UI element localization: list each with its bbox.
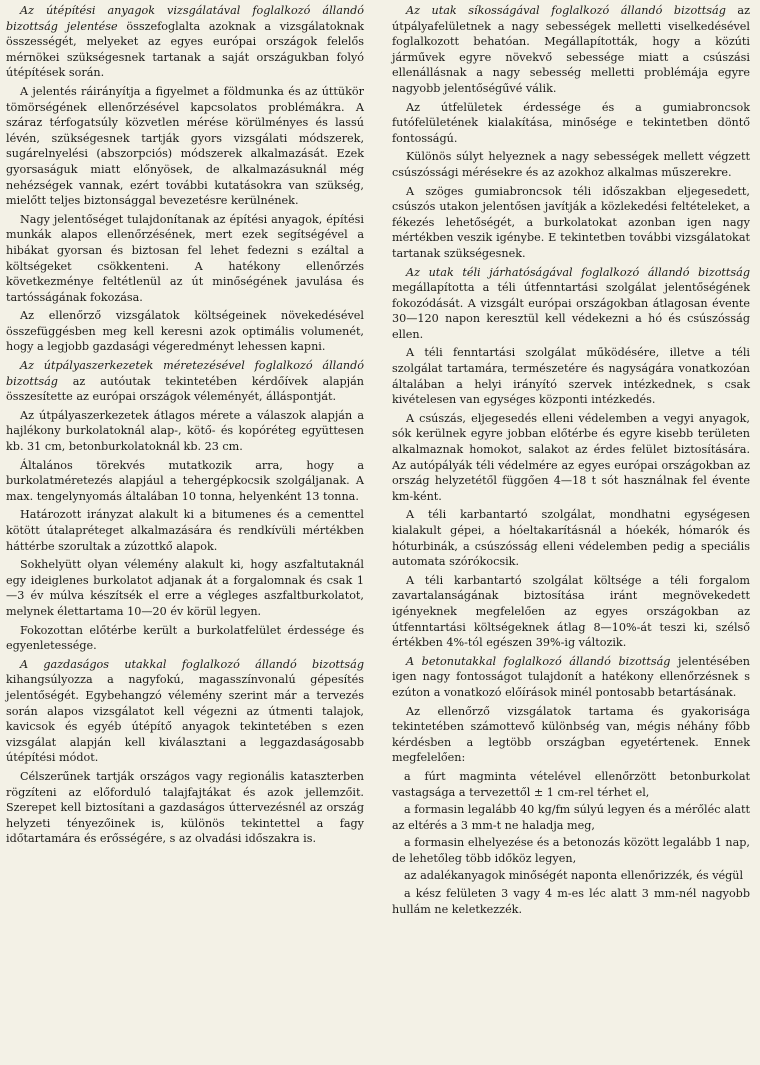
paragraph: A szöges gumiabroncsok téli időszakban eljegesedett, csúszós utakon jelentősen javítják a közlekedési feltételeket, a fékezés lehetőségét, a burkolatokat azonban igen nagy mértékben veszik igénybe. E tekintetben további vizsgálatokat tartanak szükségesnek.	[392, 184, 750, 260]
paragraph: A téli karbantartó szolgálat, mondhatni egységesen kialakult gépei, a hóeltakarításnál a hóekék, hómarók és hóturbinák, a csúszósság elleni védelemben pedig a speciális automata szórókocsik.	[392, 508, 750, 569]
paragraph: Az utak téli járhatóságával foglalkozó állandó bizottság megállapította a téli útfenntartási szolgálat jelentőségének fokozódását. A vizsgált európai országokban átlagosan évente 30—120 napon keresztül kell védekezni a hó és csúszósság ellen.	[392, 265, 750, 341]
list-item: az adalékanyagok minőségét naponta ellenőrizzék, és végül	[404, 869, 744, 883]
list-item: a formasin legalább 40 kg/fm súlyú legyen és a mérőléc alatt az eltérés a 3 mm-t ne haladja meg,	[392, 803, 750, 832]
list-item: a fúrt magminta vételével ellenőrzött betonburkolat vastagsága a tervezettől ± 1 cm-rel térhet el,	[392, 769, 750, 799]
paragraph: Az útpályaszerkezetek átlagos mérete a válaszok alapján a hajlékony burkolatoknál alap-, kötő- és kopóréteg együttesen kb. 31 cm, betonburkolatoknál kb. 23 cm.	[6, 408, 364, 454]
paragraph: Az útépítési anyagok vizsgálatával foglalkozó állandó bizottság jelentése összefoglalta azoknak a vizsgálatoknak összességét, melyeket az egyes európai országok felelős mérnökei szükségesnek tartanak a saját országukban folyó útépítések során.	[6, 4, 364, 80]
paragraph: A csúszás, eljegesedés elleni védelemben a vegyi anyagok, sók kerülnek egyre jobban előtérbe és egyre kisebb területen alkalmaznak homokot, salakot az érdes felület biztosítására. Az autópályák téli védelmére az egyes európai országokban az ország helyzetétől függően 4—18 t sót használnak fel évente km-ként.	[392, 411, 750, 503]
list-item: a kész felületen 3 vagy 4 m-es léc alatt 3 mm-nél nagyobb hullám ne keletkezzék.	[392, 887, 750, 916]
paragraph: A téli fenntartási szolgálat működésére, illetve a téli szolgálat tartamára, természetére és nagyságára vonatkozóan általában a helyi irányító szervek intézkednek, s csak kivételesen van egységes központi intézkedés.	[392, 346, 750, 407]
paragraph: Az utak síkosságával foglalkozó állandó bizottság az útpályafelületnek a nagy sebességek melletti viselkedésével foglalkozott behatóan. Megállapították, hogy a közúti járművek egyre növekvő sebessége miatt a csúszási ellenállásnak a nagy sebesség melletti problémája egyre nagyobb jelentőségűvé válik.	[392, 4, 750, 95]
paragraph: Az útpályaszerkezetek méretezésével foglalkozó állandó bizottság az autóutak tekintetében kérdőívek alapján összesítette az európai országok véleményét, álláspontját.	[6, 359, 364, 404]
paragraph: Az ellenőrző vizsgálatok költségeinek növekedésével összefüggésben meg kell keresni azok optimális volumenét, hogy a legjobb gazdasági végeredményt lehessen kapni.	[6, 309, 364, 354]
paragraph: Nagy jelentőséget tulajdonítanak az építési anyagok, építési munkák alapos ellenőrzésének, mert ezek segítségével a hibákat gyorsan és biztosan fel lehet fedezni s ezáltal a költségeket csökkenteni. A hatékony ellenőrzés következménye feltétlenül az út minőségének javulása és tartósságának fokozása.	[6, 212, 364, 304]
paragraph: A gazdaságos utakkal foglalkozó állandó bizottság kihangsúlyozza a nagyfokú, magasszínvonalú gépesítés jelentőségét. Egybehangzó vélemény szerint már a tervezés során alapos vizsgálatot kell végezni az útmenti talajok, kavicsok és egyéb útépítő anyagok tekintetében s ezen vizsgálat alapján kell kiválasztani a leggazdaságosabb útépítési módot.	[6, 657, 364, 765]
right-column	[392, 3, 750, 919]
paragraph: Határozott irányzat alakult ki a bitumenes és a cementtel kötött útalapréteget alkalmazására és rendkívüli mértékben háttérbe szorultak a zúzottkő alapok.	[6, 508, 364, 553]
list-item: a formasin elhelyezése és a betonozás között legalább 1 nap, de lehetőleg több időköz legyen,	[392, 836, 750, 865]
paragraph: Fokozottan előtérbe került a burkolatfelület érdessége és egyenletessége.	[6, 623, 364, 653]
left-column	[6, 3, 364, 850]
paragraph: Célszerűnek tartják országos vagy regionális kataszterben rögzíteni az előforduló talajfajtákat és azok jellemzőit. Szerepet kell biztosítani a gazdaságos úttervezésnél az ország helyzeti tényezőinek is, különös tekintettel a fagy időtartamára és erősségére, s az olvadási időszakra is.	[6, 769, 364, 846]
paragraph: Az ellenőrző vizsgálatok tartama és gyakorisága tekintetében számottevő különbség van, mégis néhány főbb kérdésben a legtöbb országban egyetértenek. Ennek megfelelően:	[392, 704, 750, 765]
paragraph: Általános törekvés mutatkozik arra, hogy a burkolatméretezés alapjául a tehergépkocsik szolgáljanak. A max. tengelynyomás általában 10 tonna, helyenként 13 tonna.	[6, 458, 364, 503]
paragraph: A jelentés ráirányítja a figyelmet a földmunka és az úttükör tömörségének ellenőrzésével kapcsolatos problémákra. A száraz térfogatsúly közvetlen mérése körülményes és lassú lévén, szükségesnek tartják gyors vizsgálati módszerek, sugárelnyelési (abszorpciós) módszerek alkalmazását. Ezek gyorsaságuk miatt előnyösek, de alkalmazásuknál még nehézségek vannak, ezért további kutatásokra van szükség, mielőtt teljes biztonsággal bevezetésre kerülnének.	[6, 84, 364, 208]
paragraph: Sokhelyütt olyan vélemény alakult ki, hogy aszfaltutaknál egy ideiglenes burkolatot adjanak át a forgalomnak és csak 1—3 év múlva készítsék el erre a végleges aszfaltburkolatot, melynek élettartama 10—20 év körül legyen.	[6, 558, 364, 618]
paragraph: A betonutakkal foglalkozó állandó bizottság jelentésében igen nagy fontosságot tulajdonít a hatékony ellenőrzésnek s ezúton a vonatkozó előírások minél pontosabb betartásának.	[392, 654, 750, 699]
paragraph: A téli karbantartó szolgálat költsége a téli forgalom zavartalanságának biztosítása iránt megnövekedett igényeknek megfelelően az egyes országokban az útfenntartási költségeknek átlag 8—10%-át teszi ki, szélső értékben 4%-tól egészen 39%-ig változik.	[392, 573, 750, 650]
paragraph: Az útfelületek érdessége és a gumiabroncsok futófelületének kialakítása, minősége e tekintetben döntő fontosságú.	[392, 100, 750, 145]
paragraph: Különös súlyt helyeznek a nagy sebességek mellett végzett csúszóssági mérésekre és az azokhoz alkalmas műszerekre.	[392, 150, 750, 179]
